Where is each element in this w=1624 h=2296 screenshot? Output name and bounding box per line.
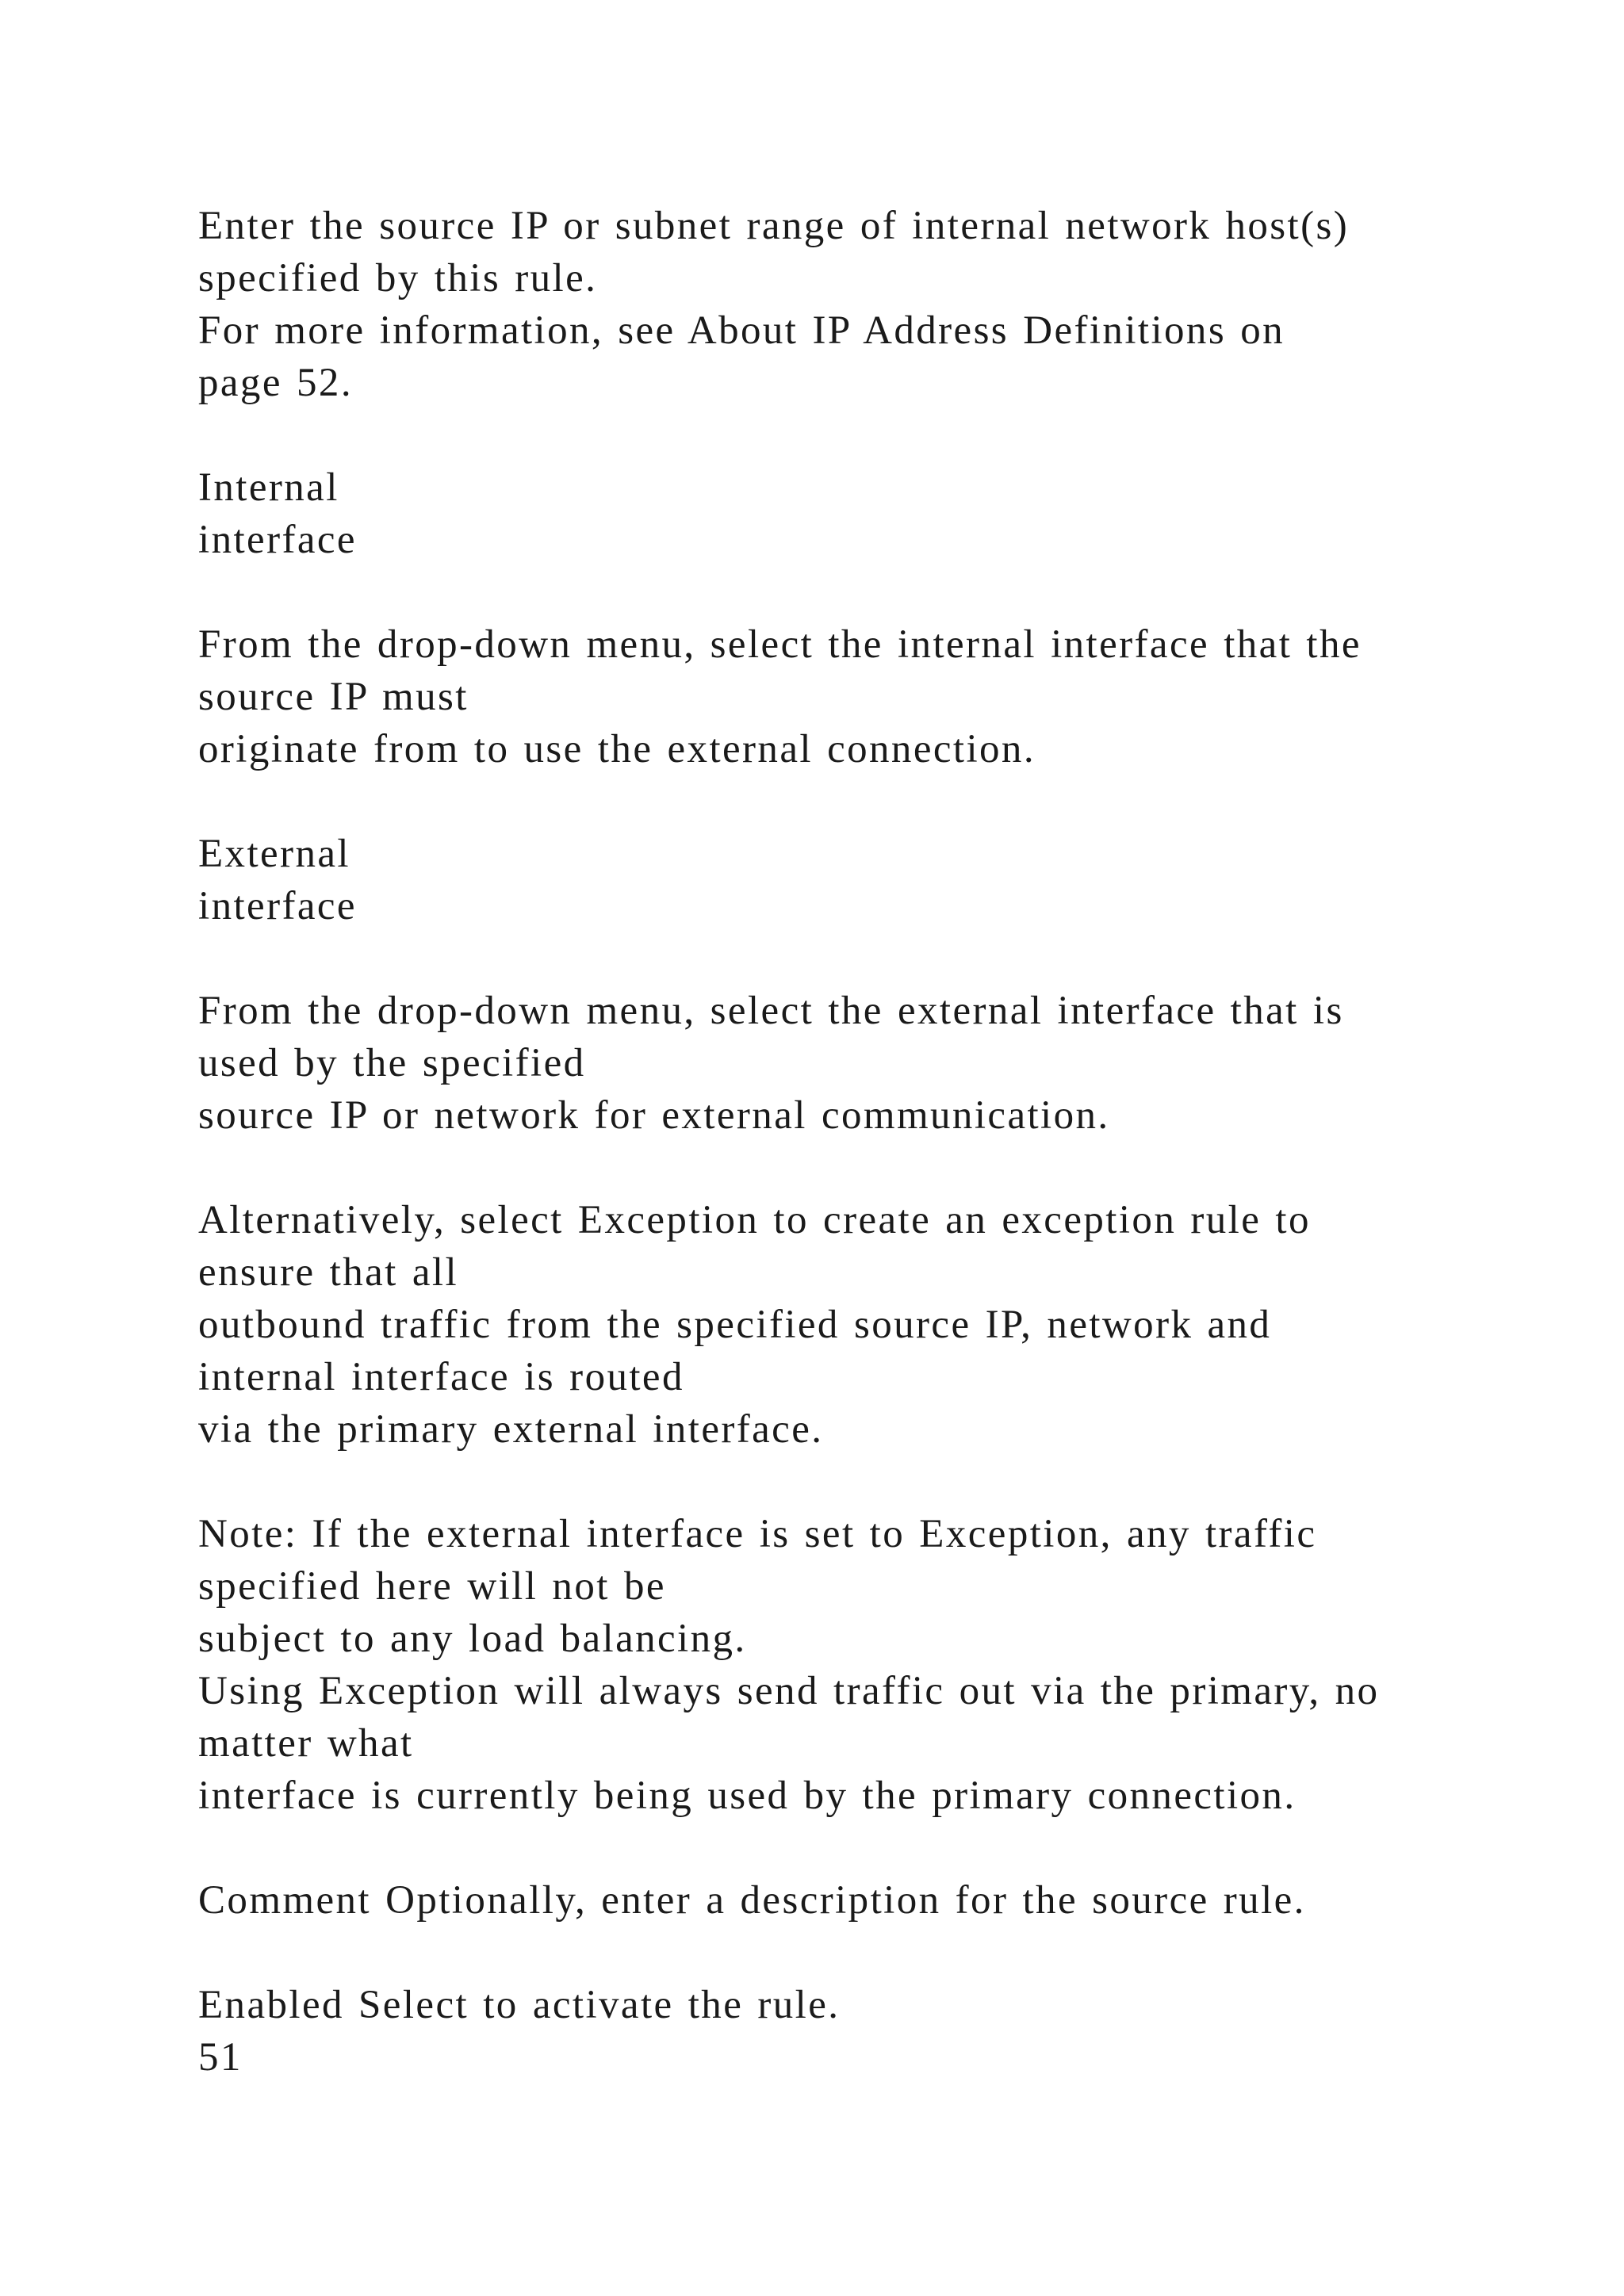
text-line: outbound traffic from the specified source IP, network and bbox=[198, 1303, 1272, 1347]
external-interface-description bbox=[198, 985, 1546, 1142]
text-line: Alternatively, select Exception to create an exception rule to bbox=[198, 1198, 1311, 1242]
document-body bbox=[198, 200, 1546, 2084]
paragraph-gap bbox=[198, 1822, 1546, 1874]
paragraph-gap bbox=[198, 409, 1546, 461]
text-line: interface bbox=[198, 884, 357, 928]
text-line: source IP must bbox=[198, 675, 469, 719]
text-line: used by the specified bbox=[198, 1041, 586, 1085]
exception-description bbox=[198, 1194, 1546, 1456]
internal-interface-label bbox=[198, 461, 1546, 566]
paragraph-gap bbox=[198, 566, 1546, 618]
text-line: specified here will not be bbox=[198, 1564, 666, 1609]
text-line: originate from to use the external connection. bbox=[198, 727, 1036, 771]
paragraph-gap bbox=[198, 775, 1546, 828]
external-interface-label bbox=[198, 828, 1546, 932]
text-line: Internal bbox=[198, 465, 339, 510]
text-line: For more information, see About IP Address Definitions on bbox=[198, 308, 1285, 353]
paragraph-gap bbox=[198, 932, 1546, 985]
text-line: Using Exception will always send traffic out via the primary, no bbox=[198, 1669, 1380, 1713]
text-line: ensure that all bbox=[198, 1250, 459, 1295]
text-line: Enter the source IP or subnet range of internal network host(s) bbox=[198, 204, 1350, 248]
paragraph-gap bbox=[198, 1456, 1546, 1508]
text-line: matter what bbox=[198, 1721, 414, 1766]
text-line: Enabled Select to activate the rule. bbox=[198, 1983, 841, 2027]
source-ip-description bbox=[198, 200, 1546, 409]
paragraph-gap bbox=[198, 1927, 1546, 1979]
text-line: subject to any load balancing. bbox=[198, 1617, 747, 1661]
text-line: interface is currently being used by the primary connection. bbox=[198, 1774, 1297, 1818]
page-number: 51 bbox=[198, 2035, 243, 2080]
text-line: source IP or network for external communication. bbox=[198, 1093, 1110, 1138]
text-line: From the drop-down menu, select the external interface that is bbox=[198, 989, 1344, 1033]
text-line: specified by this rule. bbox=[198, 256, 598, 300]
enabled-row bbox=[198, 1979, 1546, 2031]
text-line: page 52. bbox=[198, 361, 353, 405]
text-line: Note: If the external interface is set to Exception, any traffic bbox=[198, 1512, 1317, 1556]
text-line: External bbox=[198, 832, 350, 876]
text-line: via the primary external interface. bbox=[198, 1407, 824, 1452]
text-line: interface bbox=[198, 518, 357, 562]
text-line: From the drop-down menu, select the internal interface that the bbox=[198, 622, 1362, 667]
text-line: Comment Optionally, enter a description for the source rule. bbox=[198, 1878, 1306, 1923]
exception-note bbox=[198, 1508, 1546, 1822]
internal-interface-description bbox=[198, 618, 1546, 775]
paragraph-gap bbox=[198, 1142, 1546, 1194]
text-line: internal interface is routed bbox=[198, 1355, 684, 1399]
comment-row bbox=[198, 1874, 1546, 1927]
